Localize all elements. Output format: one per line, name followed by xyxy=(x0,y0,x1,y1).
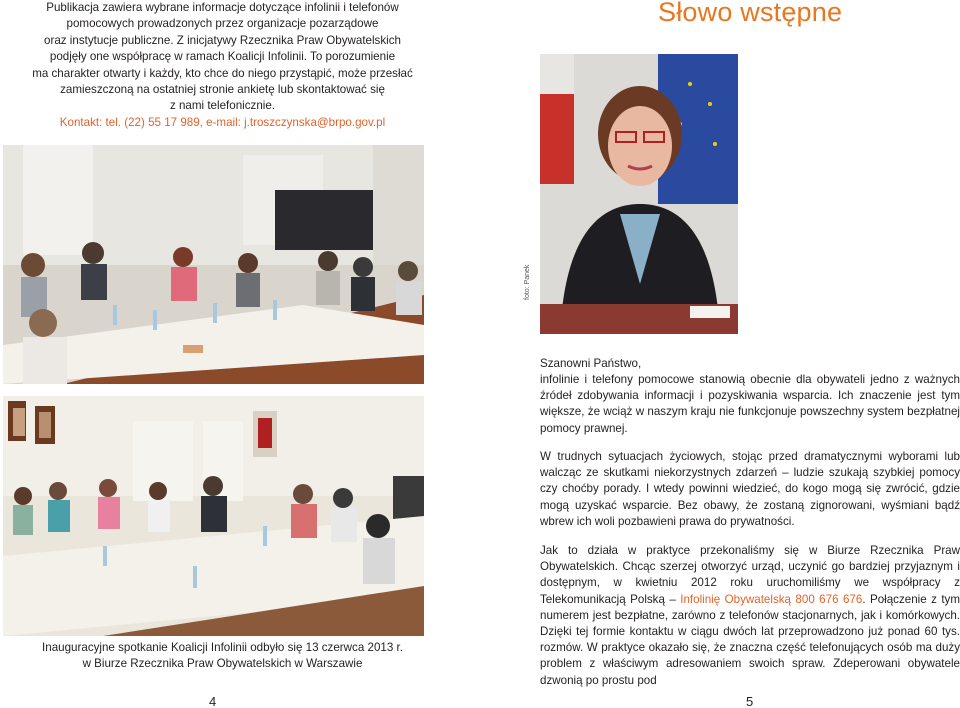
photo-caption xyxy=(20,640,425,672)
right-page xyxy=(480,0,960,708)
page-number: 4 xyxy=(209,694,217,708)
paragraph-text: infolinie i telefony pomocowe stanowią obecnie dla obywateli jedno z ważnych źródeł zdobywania informacji i pozyskiwania wsparcia. Ich znaczenie jest tym większe, że wciąż w naszym kraju nie funkcjonuje powszechny system bezpłatnej pomocy prawnej. xyxy=(540,373,960,435)
paragraph-text-part: Jak to działa w praktyce przekonaliśmy się w Biurze Rzecznika Praw Obywatelskich. Chcąc szerzej otworzyć urząd, uczynić go bardziej przyjaznym i dostępnym, w kwietniu 2012 roku uruchomiliśmy we współpracy z Telekomunikacją Polską – xyxy=(540,544,960,606)
paragraph-text: W trudnych sytuacjach życiowych, stojąc przed dramatycznymi wyborami lub walcząc ze skutkami niekorzystnych zdarzeń – ludzie szukają szybkiej pomocy czy choćby porady. I wtedy powinni wiedzieć, do kogo mogą się zwrócić, gdzie mogą uzyskać wsparcie. Bez obawy, że zostaną zignorowani, wyśmiani bądź wbrew ich woli pozbawieni prawa do prywatności. xyxy=(540,450,960,528)
caption-line: w Biurze Rzecznika Praw Obywatelskich w Warszawie xyxy=(82,657,363,671)
page-number: 5 xyxy=(746,694,754,708)
intro-line: Publikacja zawiera wybrane informacje dotyczące infolinii i telefonów xyxy=(46,1,399,14)
meeting-photo-1 xyxy=(3,145,424,384)
paragraph-2 xyxy=(540,449,960,545)
caption-line: Inauguracyjne spotkanie Koalicji Infolinii odbyło się 13 czerwca 2013 r. xyxy=(42,641,403,654)
intro-line: pomocowych prowadzonych przez organizacje pozarządowe xyxy=(66,17,379,31)
paragraph-text xyxy=(540,543,960,689)
meeting-photo-2 xyxy=(3,396,424,636)
portrait-photo xyxy=(540,54,738,334)
page-title: Słowo wstępne xyxy=(658,0,843,27)
contact-info: Kontakt: tel. (22) 55 17 989, e-mail: j.troszczynska@brpo.gov.pl xyxy=(59,116,386,129)
intro-line: ma charakter otwarty i każdy, kto chce do niego przystąpić, może przesłać xyxy=(32,66,413,80)
salutation: Szanowni Państwo, xyxy=(540,357,642,370)
intro-line: oraz instytucje publiczne. Z inicjatywy Rzecznika Praw Obywatelskich xyxy=(44,33,401,47)
paragraph-3 xyxy=(540,543,960,704)
intro-line: podjęły one współpracę w ramach Koalicji Infolinii. To porozumienie xyxy=(49,50,396,64)
paragraph-text-part: . Połączenie z tym numerem jest bezpłatne, zarówno z telefonów stacjonarnych, jak i komórkowych. Dzięki tej formie kontaktu w ciągu dwóch lat przeprowadzono już ponad 60 tys. rozmów. W praktyce okazało się, że znaczna część telefonujących osób ma duży problem z właściwym adresowaniem swoich spraw. Zdeperowani obywatele dzwonią po prostu pod xyxy=(540,592,960,687)
paragraph-1 xyxy=(540,372,960,452)
hotline-highlight: Infolinię Obywatelską 800 676 676 xyxy=(680,592,863,606)
photo-credit: foto: Panek xyxy=(524,264,531,300)
intro-text xyxy=(20,0,425,115)
intro-line: z nami telefonicznie. xyxy=(169,99,276,113)
intro-line: zamieszczoną na ostatniej stronie ankietę lub skontaktować się xyxy=(60,83,385,97)
